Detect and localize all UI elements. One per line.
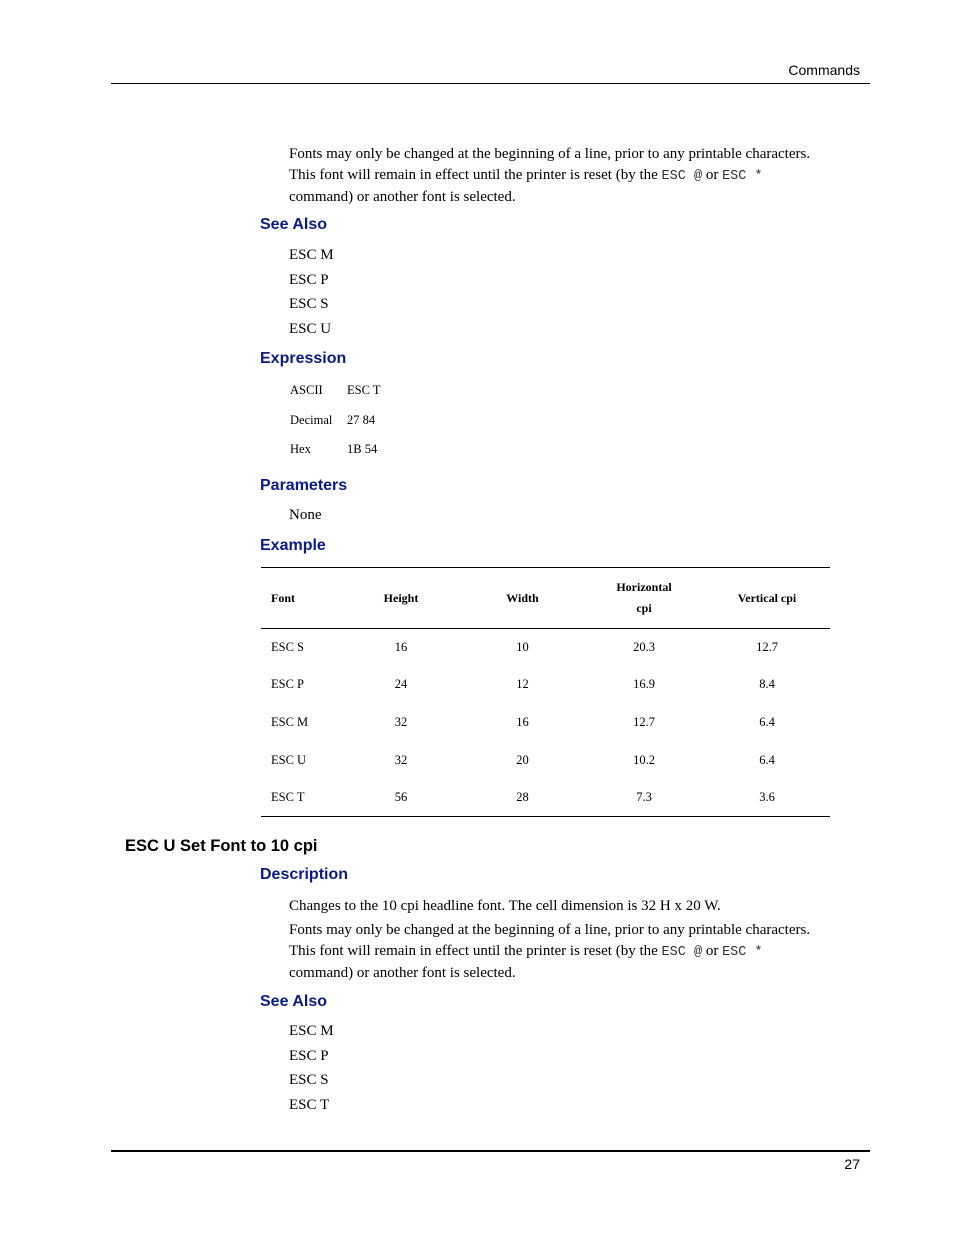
see-also-list-2 <box>289 1019 334 1117</box>
code-esc-at: ESC @ <box>661 169 703 184</box>
esc-u-line-1: Fonts may only be changed at the beginning of a line, prior to any printable characters. <box>289 922 811 938</box>
list-item: ESC S <box>289 1072 329 1088</box>
or-text: or <box>702 167 723 183</box>
code-esc-star: ESC * <box>722 169 763 184</box>
table-cell: 16 <box>394 640 408 655</box>
table-cell: 16.9 <box>633 677 655 692</box>
table-row <box>261 741 830 779</box>
column-header-width: Width <box>506 590 539 605</box>
see-also-heading-2: See Also <box>260 993 327 1010</box>
expression-row <box>290 380 380 410</box>
table-cell: 7.3 <box>636 789 652 804</box>
page-number: 27 <box>844 1156 860 1172</box>
column-header-height: Height <box>383 590 419 605</box>
esc-u-line-3: command) or another font is selected. <box>289 965 516 981</box>
esc-u-line-2-text: This font will remain in effect until the printer is reset (by the <box>289 943 662 959</box>
table-cell: 8.4 <box>759 677 775 692</box>
table-cell: 10.2 <box>633 752 655 767</box>
table-cell: 28 <box>516 789 529 804</box>
column-header-font: Font <box>271 590 295 605</box>
column-header-cpi: cpi <box>636 601 652 615</box>
expression-heading: Expression <box>260 350 347 367</box>
expression-value: 27 84 <box>347 412 376 427</box>
parameters-heading: Parameters <box>260 477 348 494</box>
intro-line-2 <box>289 165 864 187</box>
expression-row <box>290 439 380 469</box>
expression-key: ASCII <box>290 383 323 397</box>
section-title-esc-u: ESC U Set Font to 10 cpi <box>125 837 318 855</box>
expression-row <box>290 410 380 440</box>
table-cell: 6.4 <box>759 714 775 729</box>
column-header-horizontal: Horizontal <box>616 580 672 594</box>
table-row <box>261 666 830 704</box>
table-cell: 20.3 <box>633 640 655 655</box>
table-cell: ESC M <box>271 714 309 729</box>
esc-u-line-2 <box>289 941 864 963</box>
table-cell: ESC P <box>271 677 305 692</box>
table-cell: 32 <box>394 714 408 729</box>
expression-key: Hex <box>290 442 311 456</box>
footer-rule <box>111 1150 870 1152</box>
list-item: ESC P <box>289 271 329 288</box>
intro-line-1: Fonts may only be changed at the beginning of a line, prior to any printable characters. <box>289 146 811 162</box>
table-cell: 6.4 <box>759 752 775 767</box>
list-item: ESC P <box>289 1047 329 1064</box>
see-also-list <box>289 243 334 341</box>
expression-table <box>290 380 380 469</box>
table-cell: 12.7 <box>633 714 655 729</box>
intro-line-2-text: This font will remain in effect until the printer is reset (by the <box>289 167 662 183</box>
intro-line-3: command) or another font is selected. <box>289 189 516 205</box>
expression-value: 1B 54 <box>347 442 378 456</box>
running-header-title: Commands <box>788 62 860 78</box>
table-header-row <box>261 568 830 629</box>
table-row <box>261 704 830 742</box>
list-item: ESC U <box>289 320 332 337</box>
description-paragraph: Changes to the 10 cpi headline font. The cell dimension is 32 H x 20 W. <box>289 898 721 914</box>
code-esc-at: ESC @ <box>661 945 703 960</box>
expression-value: ESC T <box>347 383 381 397</box>
column-header-vertical-cpi: Vertical cpi <box>737 590 797 605</box>
table-cell: 32 <box>394 752 408 767</box>
list-item: ESC S <box>289 296 329 312</box>
intro-paragraph <box>289 144 864 208</box>
table-cell: 56 <box>394 789 408 804</box>
description-heading: Description <box>260 866 349 883</box>
table-row <box>261 629 830 667</box>
table-cell: ESC S <box>271 640 305 655</box>
header-rule <box>111 83 870 84</box>
table-cell: ESC U <box>271 752 307 767</box>
table-cell: ESC T <box>271 789 305 804</box>
table-cell: 3.6 <box>759 789 775 804</box>
table-cell: 16 <box>516 714 529 729</box>
table-cell: 20 <box>516 752 529 767</box>
esc-u-paragraph <box>289 920 864 984</box>
table-row <box>261 779 830 817</box>
column-header-horizontal-cpi <box>584 568 704 629</box>
example-heading: Example <box>260 537 326 554</box>
table-cell: 12 <box>516 677 529 692</box>
expression-key: Decimal <box>290 412 333 427</box>
list-item: ESC M <box>289 1023 334 1039</box>
list-item: ESC T <box>289 1096 330 1113</box>
parameters-value: None <box>289 507 322 523</box>
example-table <box>261 567 830 817</box>
see-also-heading: See Also <box>260 216 327 233</box>
table-cell: 24 <box>394 677 408 692</box>
list-item: ESC M <box>289 247 334 263</box>
code-esc-star: ESC * <box>722 945 763 960</box>
or-text: or <box>702 943 723 959</box>
table-cell: 10 <box>516 640 529 655</box>
table-cell: 12.7 <box>756 640 778 655</box>
